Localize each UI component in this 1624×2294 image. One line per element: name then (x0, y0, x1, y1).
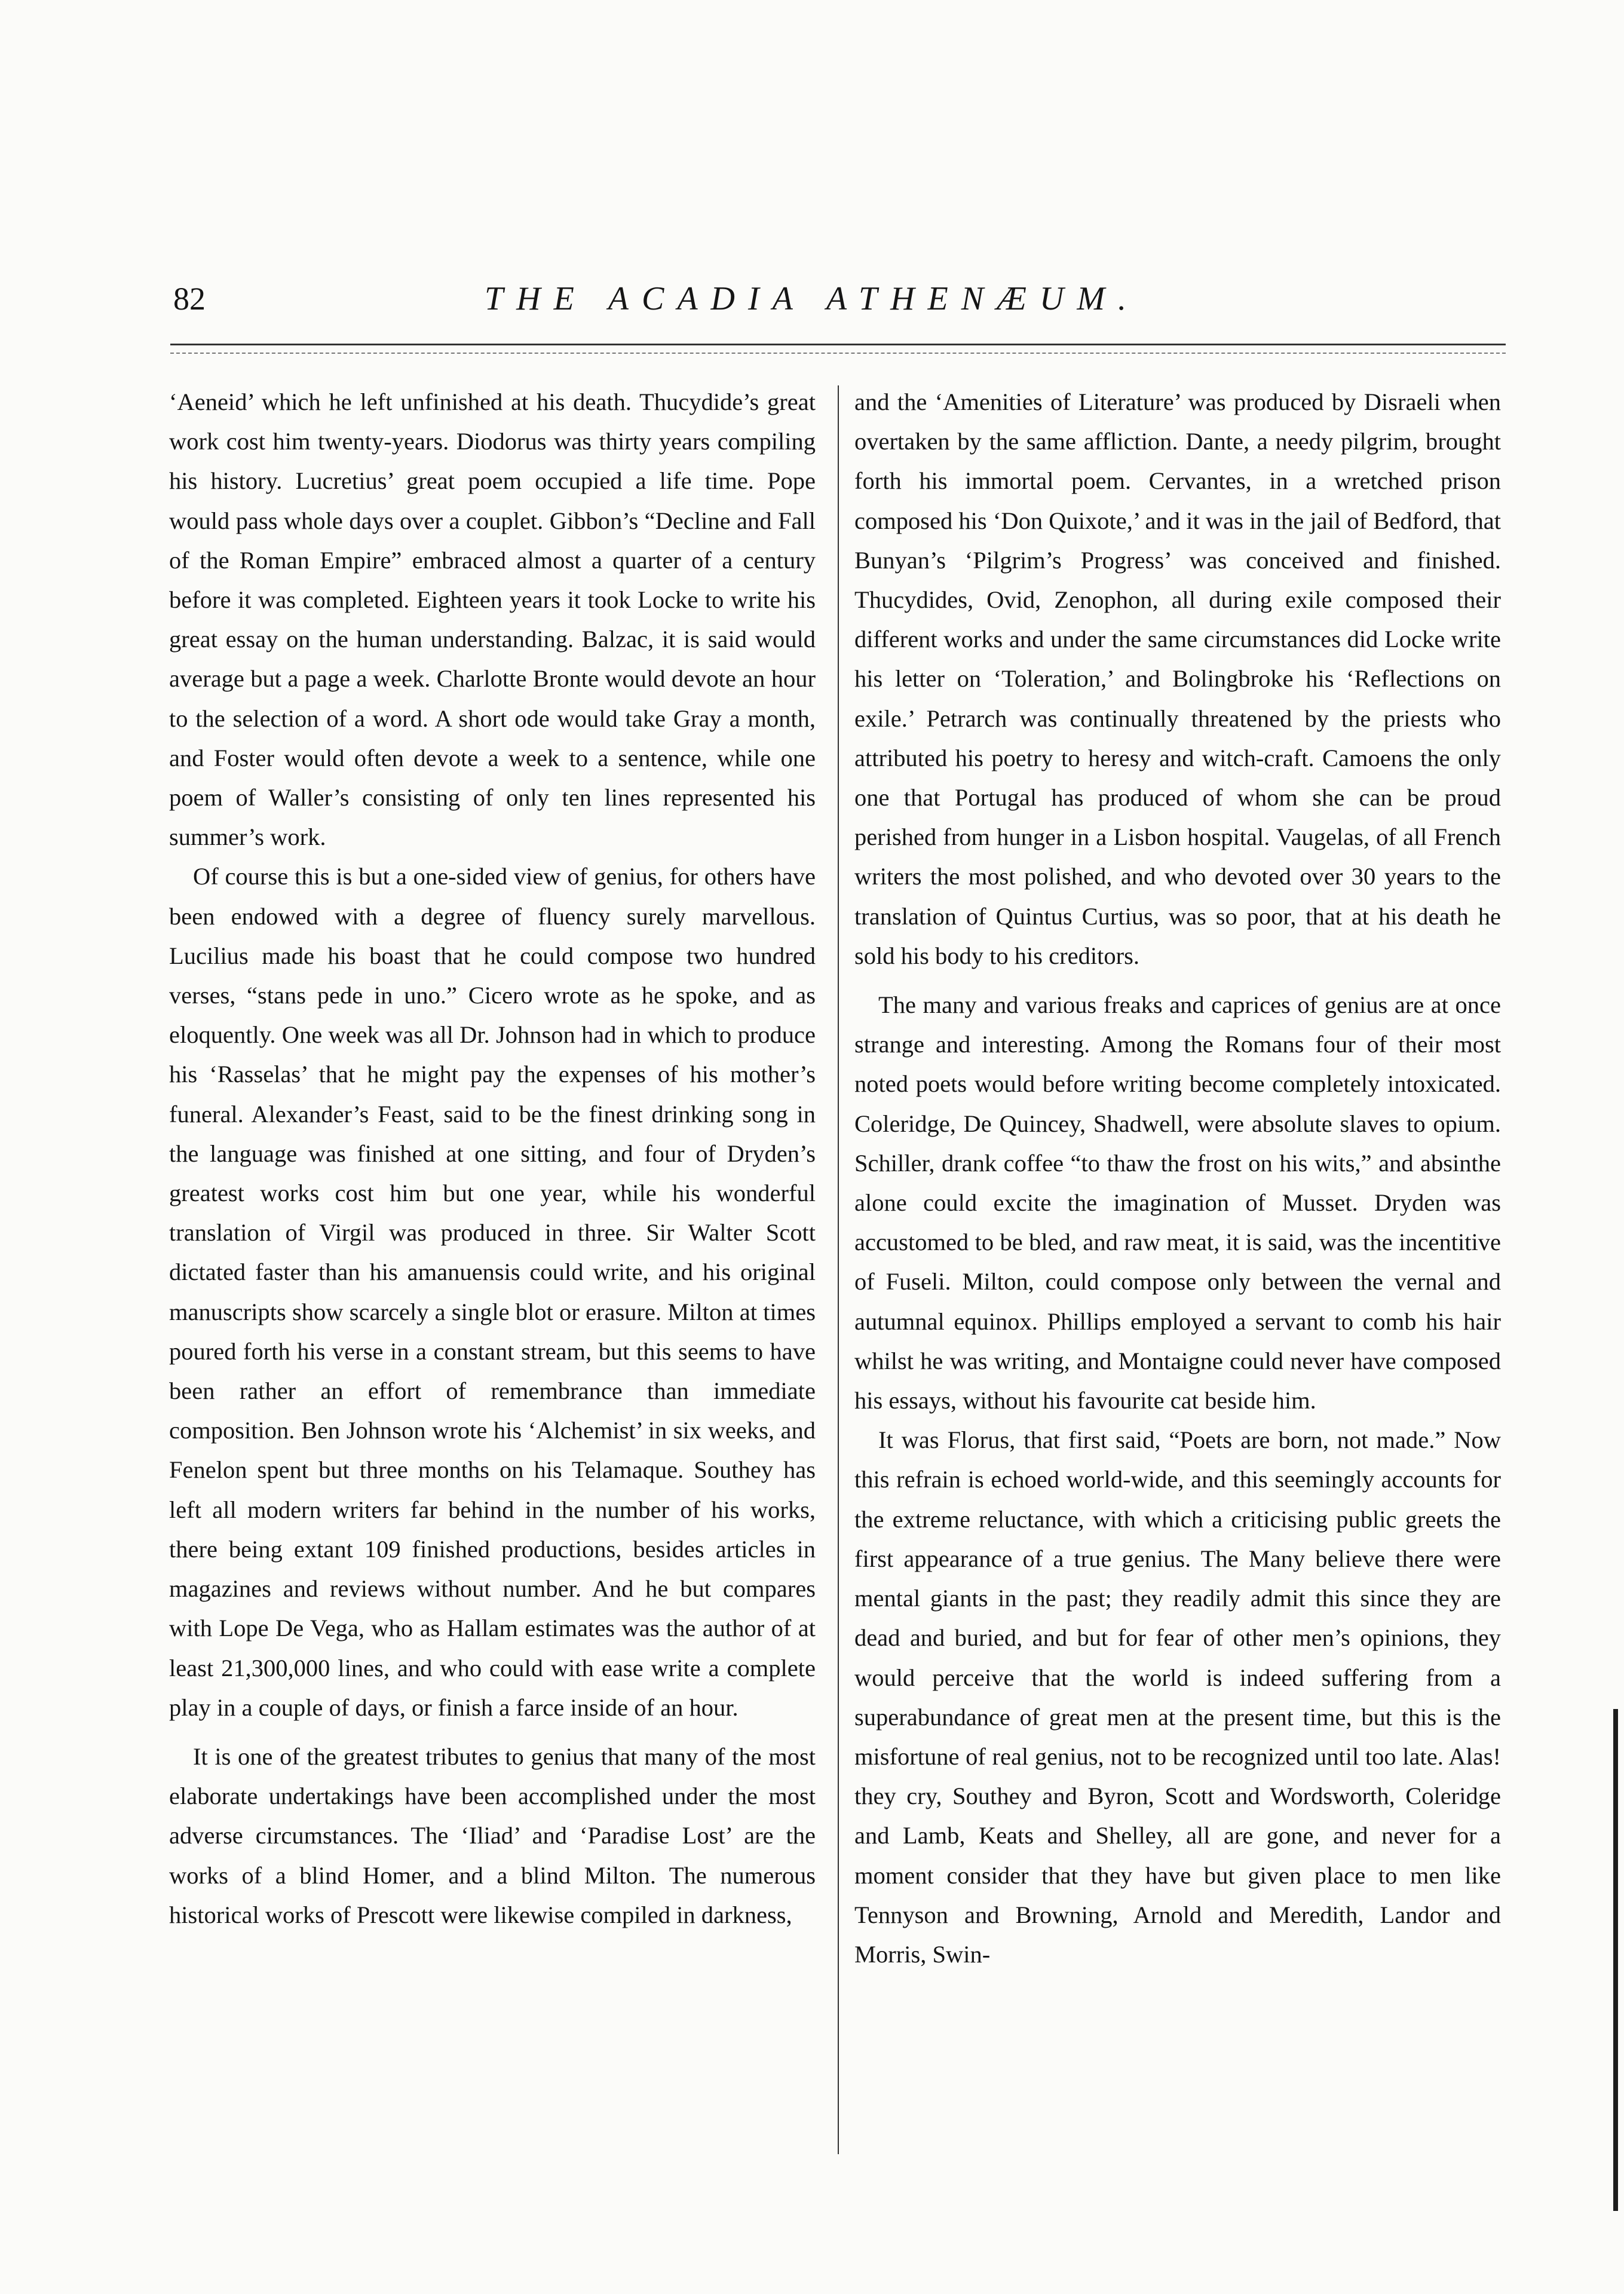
paragraph: It was Florus, that first said, “Poets are born, not made.” Now this refrain is echoed world-wide, and this seemingly accounts for the extreme reluctance, with which a criticising public greets the first appearance of a true genius. The Many believe there were mental giants in the past; they readily admit this since they are dead and buried, and but for fear of other men’s opinions, they would perceive that the world is indeed suffering from a superabundance of great men at the present time, but this is the misfortune of real genius, not to be recognized until too late. Alas! they cry, Southey and Byron, Scott and Wordsworth, Coleridge and Lamb, Keats and Shelley, all are gone, and never for a moment consider that they have but given place to men like Tennyson and Browning, Arnold and Meredith, Landor and Morris, Swin- (854, 1426, 1501, 1968)
column-divider (838, 385, 839, 2154)
scan-edge-mark (1613, 1709, 1618, 2211)
right-column (854, 382, 1501, 1974)
paragraph: The many and various freaks and caprices of genius are at once strange and interesting. Among the Romans four of their most noted poets would before writing become completely intoxicated. Coleridge, De Quincey, Shadwell, were absolute slaves to opium. Schiller, drank coffee “to thaw the frost on his wits,” and absinthe alone could excite the imagination of Musset. Dryden was accustomed to be bled, and raw meat, it is said, was the incentitive of Fuseli. Milton, could compose only between the vernal and autumnal equinox. Phillips employed a servant to comb his hair whilst he was writing, and Montaigne could never have composed his essays, without his favourite cat beside him. (854, 991, 1501, 1414)
paragraph: and the ‘Amenities of Literature’ was produced by Disraeli when overtaken by the same affliction. Dante, a needy pilgrim, brought forth his immortal poem. Cervantes, in a wretched prison composed his ‘Don Quixote,’ and it was in the jail of Bedford, that Bunyan’s ‘Pilgrim’s Progress’ was conceived and finished. Thucydides, Ovid, Zenophon, all during exile composed their different works and under the same circumstances did Locke write his letter on ‘Toleration,’ and Bolingbroke his ‘Reflections on exile.’ Petrarch was continually threatened by the priests who attributed his poetry to heresy and witch-craft. Camoens the only one that Portugal has produced of whom she can be proud perished from hunger in a Lisbon hospital. Vaugelas, of all French writers the most polished, and who devoted over 30 years to the translation of Quintus Curtius, was so poor, that at his death he sold his body to his creditors. (854, 388, 1501, 969)
page-number: 82 (173, 281, 206, 317)
paragraph: It is one of the greatest tributes to genius that many of the most elaborate undertakings have been accomplished under the most adverse circumstances. The ‘Iliad’ and ‘Paradise Lost’ are the works of a blind Homer, and a blind Milton. The numerous historical works of Prescott were likewise compiled in darkness, (169, 1742, 816, 1928)
paragraph: Of course this is but a one-sided view of genius, for others have been endowed with a degree of fluency surely marvellous. Lucilius made his boast that he could compose two hundred verses, “stans pede in uno.” Cicero wrote as he spoke, and as eloquently. One week was all Dr. Johnson had in which to produce his ‘Rasselas’ that he might pay the expenses of his mother’s funeral. Alexander’s Feast, said to be the finest drinking song in the language was finished at one sitting, and four of Dryden’s greatest works cost him but one year, while his wonderful translation of Virgil was produced in three. Sir Walter Scott dictated faster than his amanuensis could write, and his original manuscripts show scarcely a single blot or erasure. Milton at times poured forth his verse in a constant stream, but this seems to have been rather an effort of remembrance than immediate composition. Ben Johnson wrote his ‘Alchemist’ in six weeks, and Fenelon spent but three months on his Telamaque. Southey has left all modern writers far behind in the number of his works, there being extant 109 finished productions, besides articles in magazines and reviews without number. And he but compares with Lope De Vega, who as Hallam estimates was the author of at least 21,300,000 lines, and who could with ease write a complete play in a couple of days, or finish a farce inside of an hour. (169, 863, 816, 1721)
left-column (169, 382, 816, 1935)
running-head: THE ACADIA ATHENÆUM. (485, 280, 1139, 317)
header-rule-dashed (170, 353, 1506, 354)
paragraph: ‘Aeneid’ which he left unfinished at his death. Thucydide’s great work cost him twenty-years. Diodorus was thirty years compiling his history. Lucretius’ great poem occupied a life time. Pope would pass whole days over a couplet. Gibbon’s “Decline and Fall of the Roman Empire” embraced almost a quarter of a century before it was completed. Eighteen years it took Locke to write his great essay on the human understanding. Balzac, it is said would average but a page a week. Charlotte Bronte would devote an hour to the selection of a word. A short ode would take Gray a month, and Foster would often devote a week to a sentence, while one poem of Waller’s consisting of only ten lines represented his summer’s work. (169, 388, 816, 851)
header-rule (170, 344, 1506, 345)
